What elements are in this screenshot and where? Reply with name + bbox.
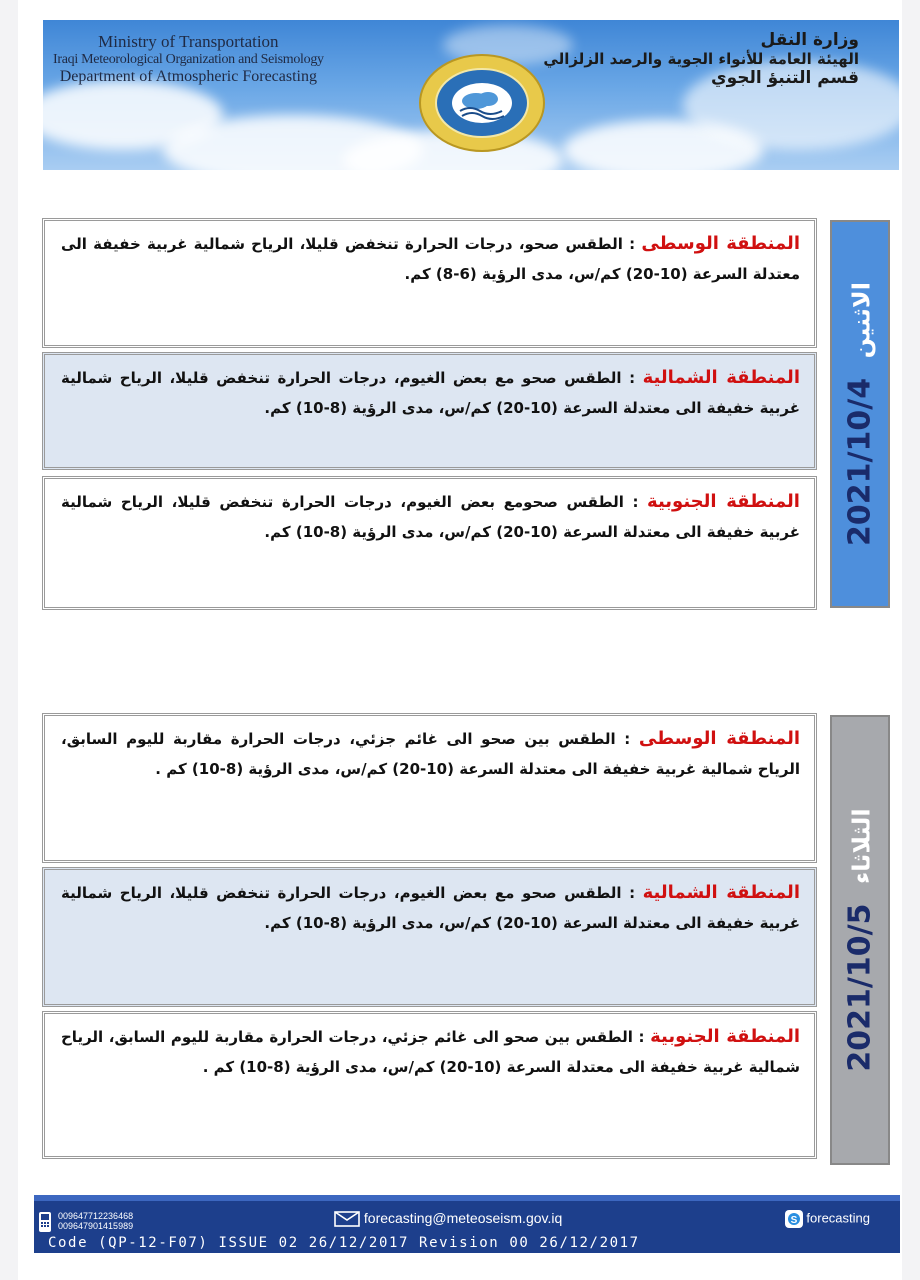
envelope-icon bbox=[334, 1211, 360, 1227]
email-link[interactable]: forecasting@meteoseism.gov.iq bbox=[363, 1210, 563, 1226]
forecast-date: 2021/10/5 bbox=[842, 903, 878, 1072]
organization-name-en: Iraqi Meteorological Organization and Seismology bbox=[53, 52, 324, 67]
header-banner bbox=[43, 20, 899, 170]
ministry-name-ar: وزارة النقل bbox=[760, 30, 859, 50]
forecast-weekday: الاثنين bbox=[847, 282, 876, 359]
region-forecast-text: الطقس بين صحو الى غائم جزئي، درجات الحرارة مقاربة لليوم السابق، الرياح شمالية غربية خفيفة الى معتدلة السرعة (10-20) كم/س، مدى الرؤية (8-10) كم . bbox=[61, 1028, 800, 1076]
region-separator: : bbox=[624, 730, 631, 748]
region-name: المنطقة الوسطى bbox=[641, 233, 800, 254]
region-name: المنطقة الشمالية bbox=[642, 367, 800, 388]
region-name: المنطقة الوسطى bbox=[638, 728, 800, 749]
phone-block bbox=[58, 1211, 133, 1231]
region-name: المنطقة الجنوبية bbox=[647, 491, 800, 512]
phone-number-2[interactable]: 009647901415989 bbox=[58, 1221, 134, 1231]
region-separator: : bbox=[638, 1028, 645, 1046]
skype-block bbox=[785, 1210, 870, 1228]
region-box-central-day2 bbox=[42, 713, 817, 863]
department-name-en: Department of Atmospheric Forecasting bbox=[59, 68, 317, 85]
region-box-north-day1 bbox=[42, 352, 817, 470]
header-arabic-block bbox=[543, 30, 859, 88]
phone-number-1[interactable]: 009647712236468 bbox=[58, 1211, 134, 1221]
region-name: المنطقة الشمالية bbox=[642, 882, 800, 903]
email-block bbox=[334, 1210, 562, 1227]
footer-bar bbox=[34, 1195, 900, 1253]
header-english-block bbox=[53, 32, 324, 86]
region-name: المنطقة الجنوبية bbox=[650, 1026, 800, 1047]
forecast-weekday: الثلاثاء bbox=[847, 808, 876, 884]
date-bar-day2 bbox=[830, 715, 890, 1165]
ministry-name-en: Ministry of Transportation bbox=[98, 32, 279, 51]
organization-name-ar: الهيئة العامة للأنواء الجوية والرصد الزلزالي bbox=[543, 50, 859, 68]
document-code-line: Code (QP-12-F07) ISSUE 02 26/12/2017 Revision 00 26/12/2017 bbox=[48, 1235, 640, 1251]
region-forecast-text: الطقس صحو، درجات الحرارة تنخفض قليلا، الرياح شمالية غربية خفيفة الى معتدلة السرعة (10-20) كم/س، مدى الرؤية (6-8) كم. bbox=[61, 235, 800, 283]
svg-text:S: S bbox=[790, 1215, 798, 1226]
region-forecast-text: الطقس صحو مع بعض الغيوم، درجات الحرارة تنخفض قليلا، الرياح شمالية غربية خفيفة الى معتدلة السرعة (10-20) كم/س، مدى الرؤية (8-10) كم. bbox=[61, 369, 800, 417]
region-box-central-day1 bbox=[42, 218, 817, 348]
forecast-date: 2021/10/4 bbox=[842, 377, 878, 546]
region-separator: : bbox=[629, 235, 636, 253]
meteorology-seal-icon bbox=[418, 53, 546, 153]
phone-icon bbox=[38, 1211, 52, 1233]
region-box-north-day2 bbox=[42, 867, 817, 1007]
region-forecast-text: الطقس بين صحو الى غائم جزئي، درجات الحرارة مقاربة لليوم السابق، الرياح شمالية غربية خفيفة الى معتدلة السرعة (10-20) كم/س، مدى الرؤية (8-10) كم . bbox=[61, 730, 800, 778]
region-box-south-day1 bbox=[42, 476, 817, 610]
region-separator: : bbox=[629, 884, 636, 902]
region-separator: : bbox=[632, 493, 639, 511]
department-name-ar: قسم التنبؤ الجوي bbox=[711, 68, 859, 88]
region-forecast-text: الطقس صحو مع بعض الغيوم، درجات الحرارة تنخفض قليلا، الرياح شمالية غربية خفيفة الى معتدلة السرعة (10-20) كم/س، مدى الرؤية (8-10) كم. bbox=[61, 884, 800, 932]
region-forecast-text: الطقس صحومع بعض الغيوم، درجات الحرارة تنخفض قليلا، الرياح شمالية غربية خفيفة الى معتدلة السرعة (10-20) كم/س، مدى الرؤية (8-10) كم. bbox=[61, 493, 800, 541]
forecast-day-1 bbox=[42, 218, 890, 610]
skype-handle[interactable]: forecasting bbox=[806, 1210, 870, 1226]
region-box-south-day2 bbox=[42, 1011, 817, 1159]
region-separator: : bbox=[629, 369, 636, 387]
skype-icon bbox=[785, 1210, 803, 1228]
date-bar-day1 bbox=[830, 220, 890, 608]
forecast-day-2 bbox=[42, 713, 890, 1165]
